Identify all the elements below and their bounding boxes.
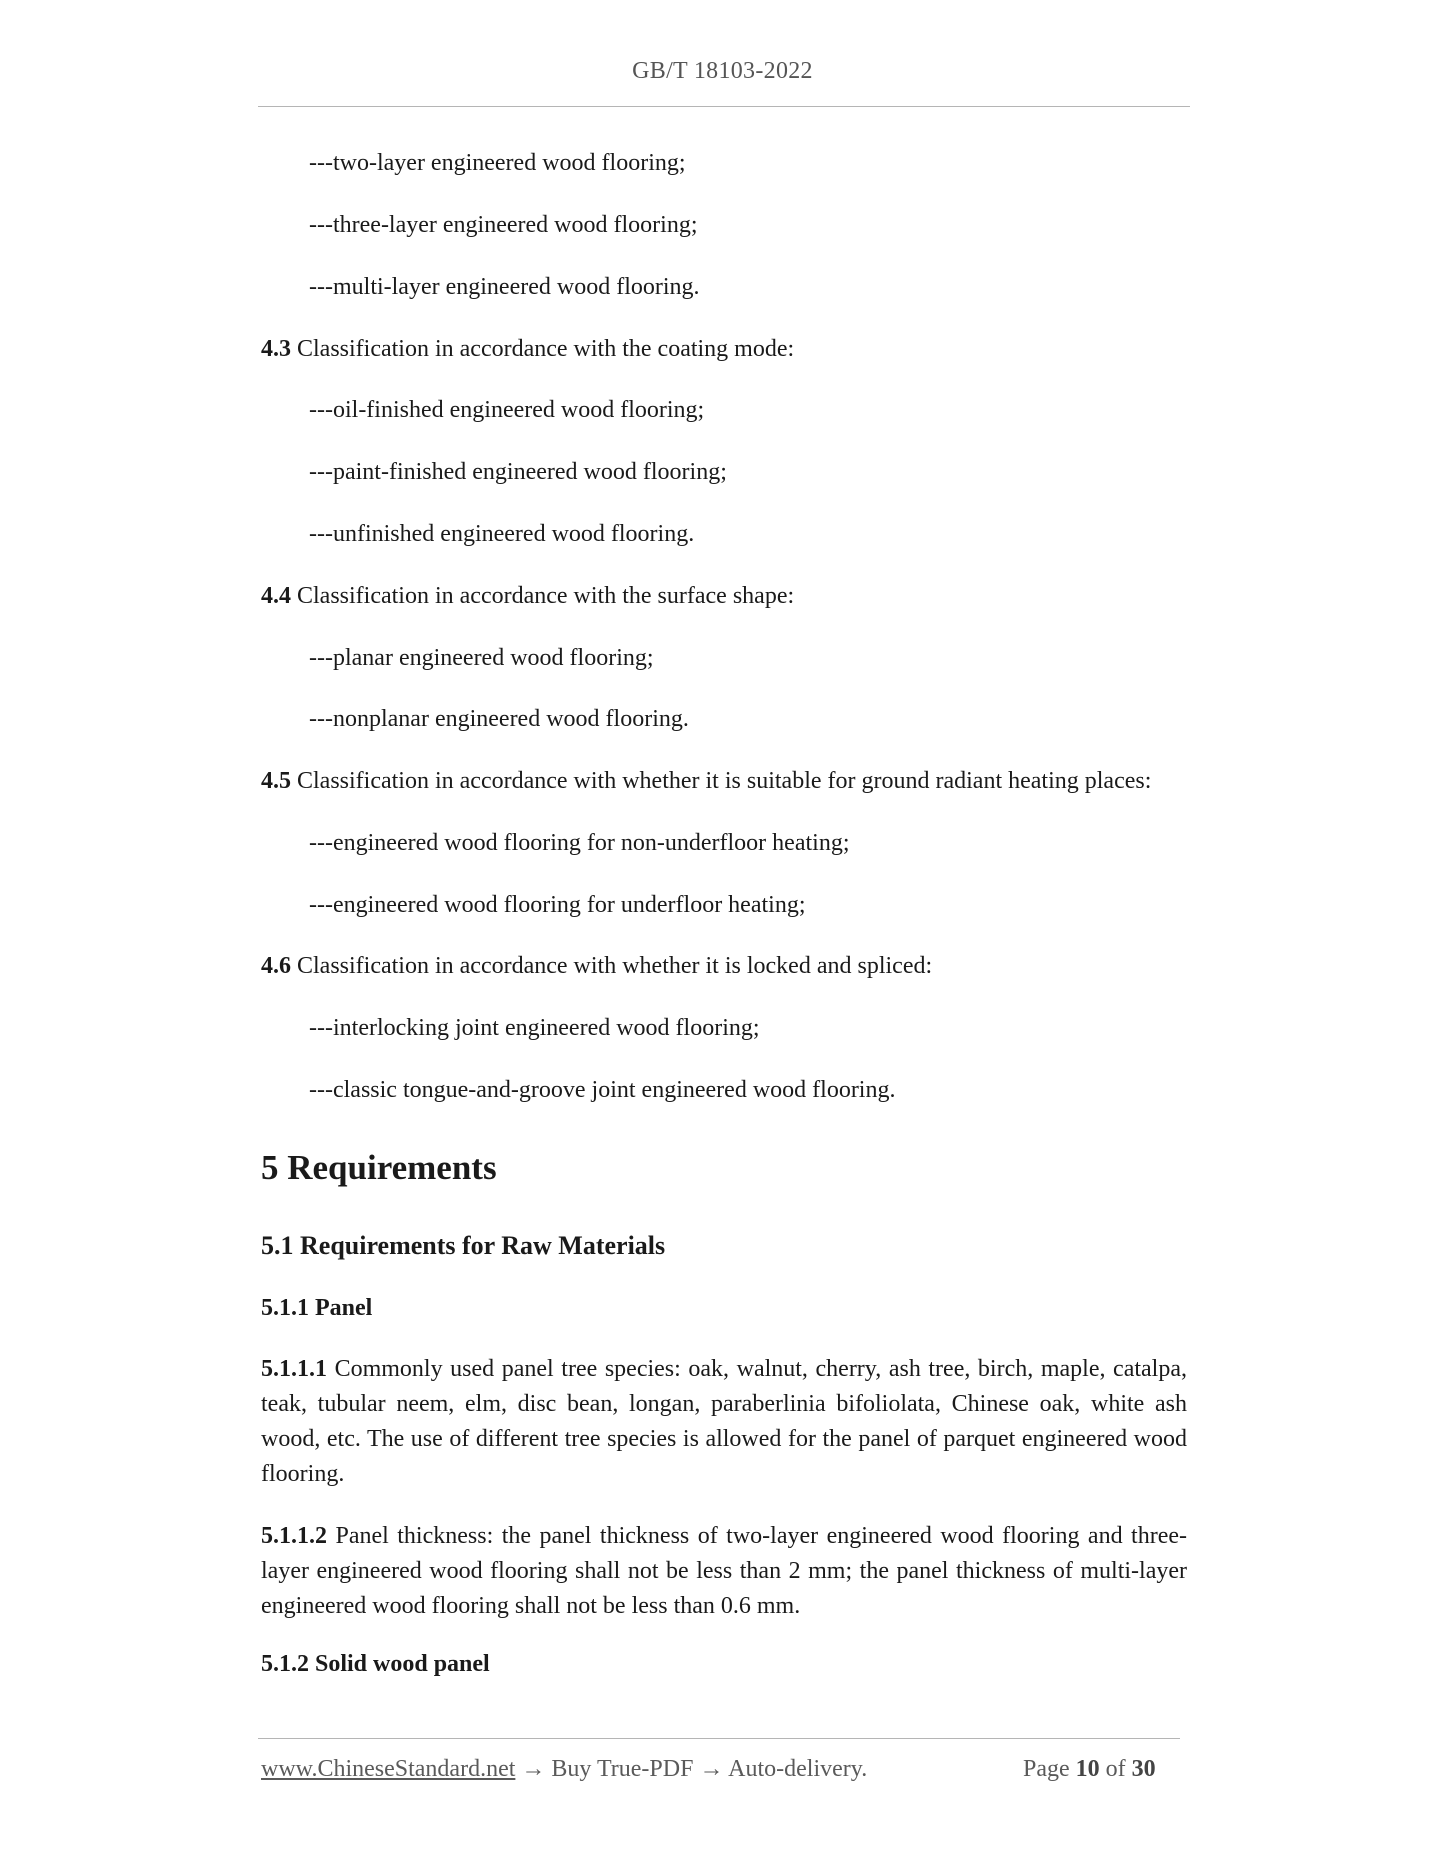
clause-number: 4.6 (261, 953, 291, 979)
list-item: ---interlocking joint engineered wood flooring; (309, 1015, 760, 1041)
list-item: ---three-layer engineered wood flooring; (309, 212, 698, 238)
of-label: of (1099, 1756, 1132, 1782)
footer-divider (258, 1738, 1180, 1739)
section-heading-5-1-2: 5.1.2 Solid wood panel (261, 1651, 490, 1677)
list-item: ---two-layer engineered wood flooring; (309, 150, 686, 176)
list-item: ---nonplanar engineered wood flooring. (309, 706, 689, 732)
clause-number: 4.3 (261, 336, 291, 362)
delivery-text: Auto-delivery. (723, 1756, 868, 1782)
section-heading-5-1: 5.1 Requirements for Raw Materials (261, 1231, 666, 1260)
clause-number: 5.1.1.1 (261, 1356, 327, 1382)
list-item: ---engineered wood flooring for non-underfloor heating; (309, 830, 850, 856)
page-label: Page (1023, 1756, 1076, 1782)
clause-4-6 (261, 949, 932, 983)
page-indicator (1023, 1756, 1156, 1783)
clause-number: 4.5 (261, 768, 291, 794)
list-item: ---engineered wood flooring for underfloor heating; (309, 892, 806, 918)
clause-4-5 (261, 764, 1151, 798)
clause-text: Classification in accordance with whether it is suitable for ground radiant heating places: (291, 768, 1152, 794)
header-divider (258, 106, 1190, 107)
list-item: ---multi-layer engineered wood flooring. (309, 274, 700, 300)
section-heading-5: 5 Requirements (261, 1148, 497, 1187)
clause-number: 5.1.1.2 (261, 1523, 327, 1549)
section-heading-5-1-1: 5.1.1 Panel (261, 1295, 373, 1321)
clause-5-1-1-2 (261, 1519, 1187, 1624)
website-link[interactable]: www.ChineseStandard.net (261, 1756, 516, 1782)
clause-text: Classification in accordance with the coating mode: (291, 336, 795, 362)
arrow-right-icon: → (699, 1756, 724, 1782)
clause-5-1-1-1 (261, 1352, 1187, 1492)
page-header-title: GB/T 18103-2022 (632, 58, 813, 84)
clause-text: Commonly used panel tree species: oak, walnut, cherry, ash tree, birch, maple, catalpa, teak, tubular neem, elm, disc bean, longan, paraberlinia bifoliolata, Chinese oak, white ash wood, etc. The use of different tree species is allowed for the panel of parquet engineered wood flooring. (261, 1356, 1187, 1487)
footer-promo (261, 1756, 867, 1783)
clause-text: Panel thickness: the panel thickness of two-layer engineered wood flooring and three-layer engineered wood flooring shall not be less than 2 mm; the panel thickness of multi-layer engineered wood flooring shall not be less than 0.6 mm. (261, 1523, 1187, 1619)
list-item: ---classic tongue-and-groove joint engineered wood flooring. (309, 1077, 896, 1103)
clause-text: Classification in accordance with whether it is locked and spliced: (291, 953, 933, 979)
clause-number: 4.4 (261, 583, 291, 609)
clause-text: Classification in accordance with the surface shape: (291, 583, 795, 609)
clause-4-4 (261, 579, 794, 613)
arrow-right-icon: → (521, 1756, 546, 1782)
list-item: ---planar engineered wood flooring; (309, 645, 654, 671)
list-item: ---unfinished engineered wood flooring. (309, 521, 695, 547)
clause-4-3 (261, 332, 794, 366)
buy-text: Buy True-PDF (545, 1756, 700, 1782)
total-pages: 30 (1131, 1756, 1156, 1782)
list-item: ---paint-finished engineered wood flooring; (309, 459, 727, 485)
page-number: 10 (1075, 1756, 1100, 1782)
list-item: ---oil-finished engineered wood flooring; (309, 397, 705, 423)
